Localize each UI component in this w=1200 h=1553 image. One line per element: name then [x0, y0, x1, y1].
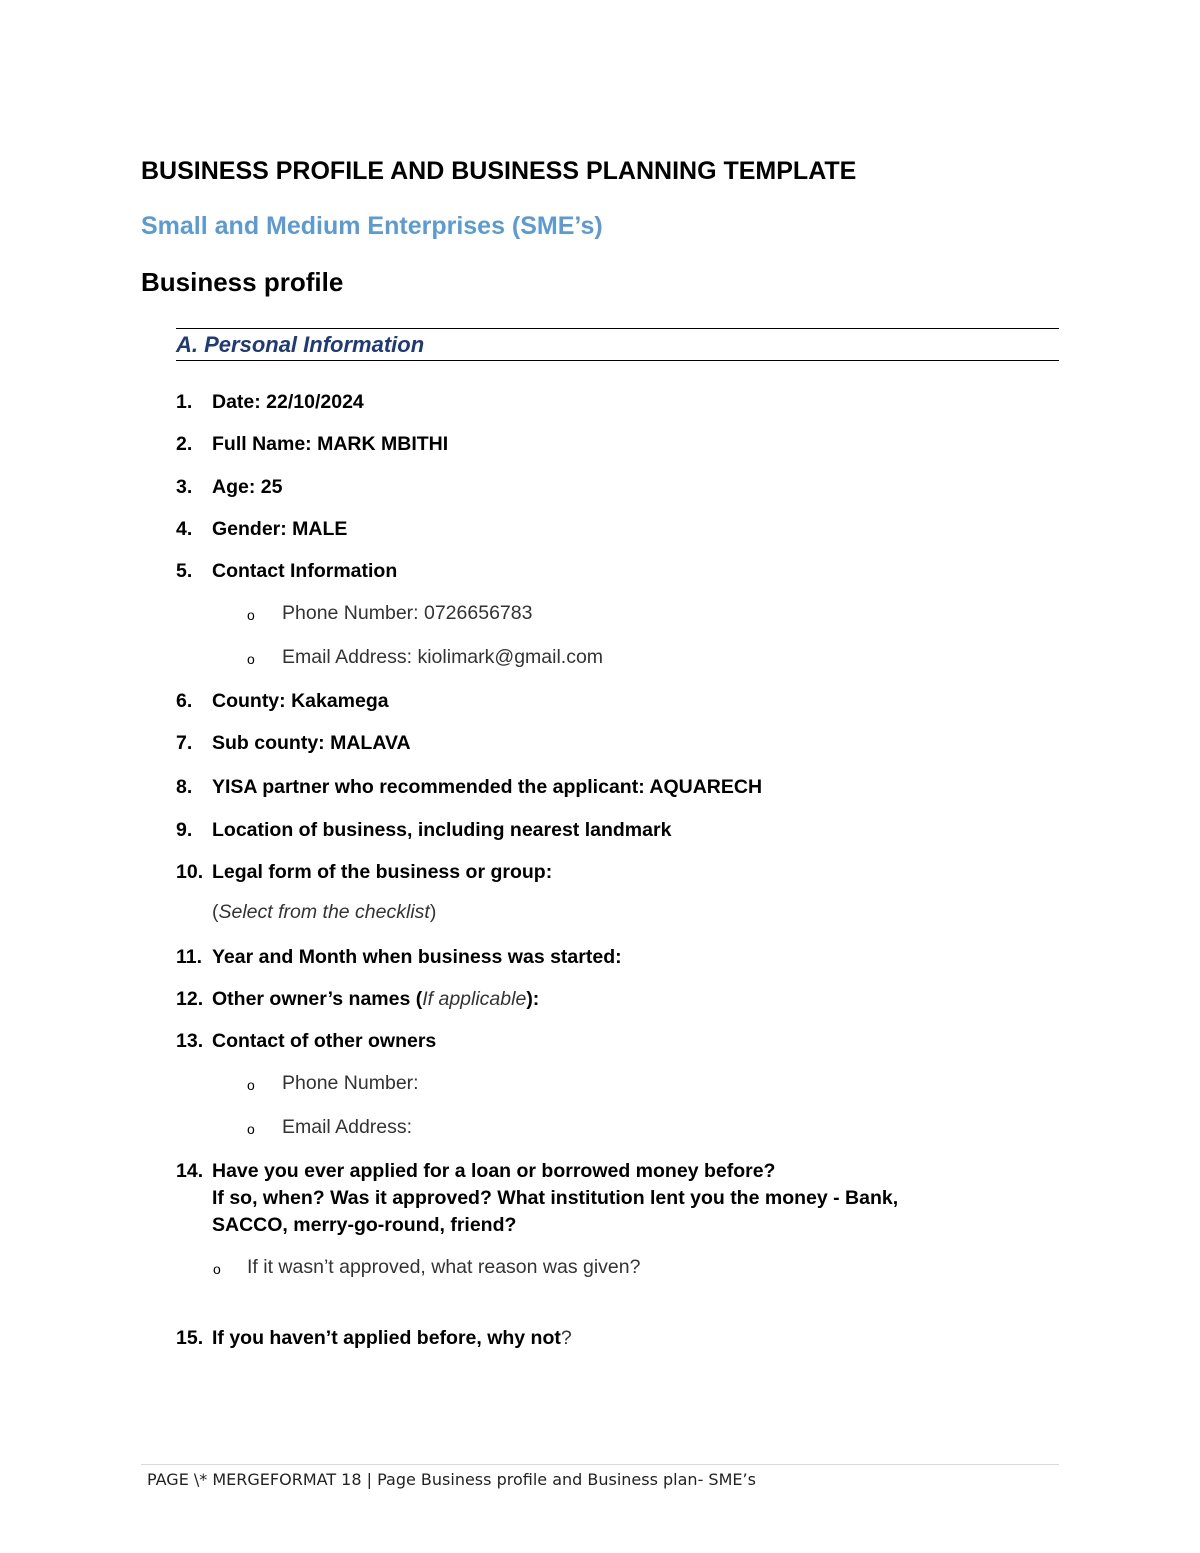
item-text: Full Name: MARK MBITHI [212, 433, 449, 455]
item-number: 7. [176, 732, 193, 754]
item-text: Other owner’s names (If applicable): [212, 988, 540, 1010]
footer-divider [141, 1464, 1059, 1465]
item-number: 4. [176, 518, 193, 540]
legal-form-note: (Select from the checklist) [212, 901, 437, 923]
item-number: 12. [176, 988, 204, 1010]
item-number: 14. [176, 1160, 204, 1182]
item-text: Location of business, including nearest landmark [212, 819, 672, 841]
page-footer: PAGE \* MERGEFORMAT 18 | Page Business profile and Business plan- SME’s [147, 1470, 756, 1489]
sub-item-text: Phone Number: [282, 1072, 419, 1094]
item-number: 13. [176, 1030, 204, 1052]
bullet-icon: o [247, 1121, 255, 1137]
document-subtitle: Small and Medium Enterprises (SME’s) [141, 212, 603, 240]
bullet-icon: o [247, 607, 255, 623]
item-text: Contact Information [212, 560, 398, 582]
sub-item-text: Email Address: [282, 1116, 413, 1138]
section-rule-top [176, 328, 1059, 329]
item-text: Sub county: MALAVA [212, 732, 411, 754]
sub-item-text: Phone Number: 0726656783 [282, 602, 533, 624]
bullet-icon: o [247, 1077, 255, 1093]
sub-item-text: Email Address: kiolimark@gmail.com [282, 646, 604, 668]
item-number: 8. [176, 776, 193, 798]
section-title-personal-information: A. Personal Information [176, 332, 425, 357]
item-text: Legal form of the business or group: [212, 861, 553, 883]
item-text: If you haven’t applied before, why not? [212, 1327, 572, 1349]
item-number: 15. [176, 1327, 204, 1349]
item-text: Contact of other owners [212, 1030, 437, 1052]
item-number: 10. [176, 861, 204, 883]
item-number: 2. [176, 433, 193, 455]
section-rule-bottom [176, 360, 1059, 361]
item-text: Age: 25 [212, 476, 283, 498]
section-heading-business-profile: Business profile [141, 267, 344, 297]
item-number: 1. [176, 391, 193, 413]
item-number: 6. [176, 690, 193, 712]
item-text: Year and Month when business was started: [212, 946, 622, 968]
bullet-icon: o [247, 651, 255, 667]
item-number: 9. [176, 819, 193, 841]
item-number: 5. [176, 560, 193, 582]
item-text: Have you ever applied for a loan or borrowed money before? If so, when? Was it approved? What institution lent you the money - Bank, SACCO, merry-go-round, friend? [212, 1160, 899, 1236]
item-number: 3. [176, 476, 193, 498]
item-text: Gender: MALE [212, 518, 348, 540]
item-text: Date: 22/10/2024 [212, 391, 364, 413]
item-number: 11. [176, 946, 203, 968]
item-text: County: Kakamega [212, 690, 389, 712]
document-title: BUSINESS PROFILE AND BUSINESS PLANNING TEMPLATE [141, 157, 857, 185]
bullet-icon: o [213, 1261, 221, 1277]
sub-item-text: If it wasn’t approved, what reason was given? [247, 1256, 641, 1278]
item-text: YISA partner who recommended the applicant: AQUARECH [212, 776, 763, 798]
